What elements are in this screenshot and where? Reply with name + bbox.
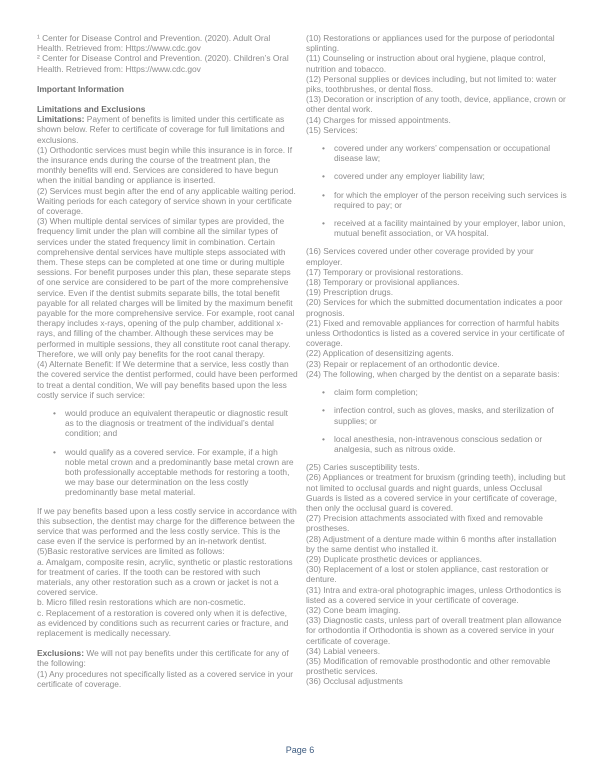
- paragraph: (12) Personal supplies or devices including, but not limited to: water piks, toothbrushes, or dental floss.: [306, 73, 557, 95]
- paragraph: (13) Decoration or inscription of any tooth, device, appliance, crown or other dental work.: [306, 94, 566, 115]
- paragraph: (18) Temporary or provisional appliances.: [306, 277, 460, 288]
- paragraph: (19) Prescription drugs.: [306, 287, 394, 298]
- paragraph: c. Replacement of a restoration is covered only when it is defective, as evidenced by conditions such as recurrent caries or fracture, and replacement is medically necessary.: [37, 607, 289, 638]
- paragraph: Exclusions: We will not pay benefits under this certificate for any of the following:: [37, 648, 289, 669]
- paragraph: (27) Precision attachments associated with fixed and removable prostheses.: [306, 513, 543, 534]
- paragraph: (2) Services must begin after the end of any applicable waiting period. Waiting periods for each category of service shown in your certificate of coverage.: [37, 185, 296, 217]
- paragraph: (25) Caries susceptibility tests.: [306, 462, 420, 473]
- paragraph: (34) Labial veneers.: [306, 645, 381, 656]
- paragraph: (16) Services covered under other coverage provided by your employer.: [306, 246, 534, 267]
- spacer: [37, 94, 298, 104]
- paragraph: (1) Orthodontic services must begin while this insurance is in force. If the insurance ends during the course of the treatment plan, the monthly benefits will end. Services are considered to have begun when the initial banding or appliance is inserted.: [37, 144, 293, 186]
- paragraph: (21) Fixed and removable appliances for correction of harmful habits unless Orthodontics is listed as a covered service in your certificate of coverage.: [306, 317, 565, 349]
- bullet-item: • claim form completion;: [322, 387, 567, 397]
- paragraph: ¹ Center for Disease Control and Prevention. (2020). Adult Oral Health. Retrieved from: Https://www.cdc.gov: [37, 33, 271, 54]
- paragraph: (20) Services for which the submitted documentation indicates a poor prognosis.: [306, 297, 563, 318]
- paragraph: ² Center for Disease Control and Prevention. (2020). Children’s Oral Health. Retrieved from: Https://www.cdc.gov: [37, 53, 289, 74]
- paragraph: (11) Counseling or instruction about oral hygiene, plaque control, nutrition and tobacco.: [306, 53, 546, 74]
- paragraph: (3) When multiple dental services of similar types are provided, the frequency limit under the plan will combine all the similar types of services under the stated frequency limit in combination. Certain comprehensive dental services have multiple steps associated with them. These steps can be completed at one time or during multiple sessions. For benefit purposes under this plan, these separate steps of one service are considered to be part of the more comprehensive service. Even if the dentist submits separate bills, the total benefit payable for all related charges will be limited by the maximum benefit payable for the more comprehensive service. For example, root canal therapy includes x-rays, opening of the pulp chamber, additional x-rays, and filling of the chamber. Although these services may be performed in multiple sessions, they all constitute root canal therapy. Therefore, we will only pay benefits for the root canal therapy.: [37, 216, 295, 359]
- paragraph: (31) Intra and extra-oral photographic images, unless Orthodontics is listed as a covered service in your certificate of coverage.: [306, 584, 562, 605]
- paragraph-bold-lead: Limitations:: [37, 114, 85, 125]
- paragraph: (1) Any procedures not specifically listed as a covered service in your certificate of coverage.: [37, 668, 294, 689]
- bullet-item: • would qualify as a covered service. For example, if a high noble metal crown and a predominantly base metal crown are both professionally acceptable methods for restoring a tooth, we may base our determination on the less costly predominantly base metal material.: [53, 447, 298, 498]
- paragraph: (10) Restorations or appliances used for the purpose of periodontal splinting.: [306, 33, 555, 54]
- paragraph: (22) Application of desensitizing agents.: [306, 348, 454, 359]
- bullet-list: [306, 143, 567, 238]
- section-heading: Important Information: [37, 83, 125, 94]
- bullet-item: • for which the employer of the person receiving such services is required to pay; or: [322, 190, 567, 210]
- paragraph: Limitations: Payment of benefits is limited under this certificate as shown below. Refer to certificate of coverage for full limitations and exclusions.: [37, 114, 285, 145]
- paragraph: (33) Diagnostic casts, unless part of overall treatment plan allowance for orthodontia if Orthodontia is shown as a covered service in your certificate of coverage.: [306, 615, 562, 646]
- paragraph: (14) Charges for missed appointments.: [306, 114, 451, 125]
- bullet-item: • infection control, such as gloves, masks, and sterilization of supplies; or: [322, 405, 567, 425]
- paragraph: (36) Occlusal adjustments: [306, 676, 403, 687]
- paragraph: (15) Services:: [306, 124, 358, 135]
- paragraph: a. Amalgam, composite resin, acrylic, synthetic or plastic restorations for treatment of caries. If the tooth can be restored with such materials, any other restoration such as a crown or jacket is not a covered service.: [37, 556, 293, 598]
- left-column: [37, 33, 298, 689]
- bullet-item: • covered under any workers’ compensation or occupational disease law;: [322, 143, 567, 163]
- paragraph: (5)Basic restorative services are limited as follows:: [37, 546, 225, 557]
- right-column: [306, 33, 567, 689]
- paragraph: (24) The following, when charged by the dentist on a separate basis:: [306, 368, 560, 379]
- paragraph: If we pay benefits based upon a less costly service in accordance with this subsection, the dentist may charge for the difference between the service that was performed and the less costly service. This is the case even if the service is performed by an in-network dentist.: [37, 505, 297, 547]
- document-page: [37, 33, 567, 689]
- bullet-list: [306, 387, 567, 454]
- bullet-item: • covered under any employer liability law;: [322, 171, 567, 181]
- paragraph: (17) Temporary or provisional restorations.: [306, 266, 464, 277]
- bullet-item: • would produce an equivalent therapeutic or diagnostic result as to the diagnosis or treatment of the individual’s dental condition; and: [53, 408, 298, 439]
- bullet-item: • received at a facility maintained by your employer, labor union, mutual benefit association, or VA hospital.: [322, 218, 567, 238]
- paragraph-bold-lead: Exclusions:: [37, 648, 85, 659]
- paragraph: (23) Repair or replacement of an orthodontic device.: [306, 358, 500, 369]
- paragraph: (35) Modification of removable prosthodontic and other removable prosthetic services.: [306, 655, 551, 677]
- paragraph: (26) Appliances or treatment for bruxism (grinding teeth), including but not limited to occlusal guards and night guards, unless Occlusal Guards is listed as a covered service in your certificate of coverage, then only the occlusal guard is covered.: [306, 472, 566, 513]
- spacer: [37, 638, 298, 648]
- page-number: Page 6: [285, 745, 315, 755]
- paragraph: (32) Cone beam imaging.: [306, 604, 401, 615]
- paragraph: (30) Replacement of a lost or stolen appliance, cast restoration or denture.: [306, 564, 549, 585]
- paragraph: b. Micro filled resin restorations which are non-cosmetic.: [37, 597, 246, 608]
- bullet-list: [37, 408, 298, 498]
- spacer: [37, 74, 298, 84]
- paragraph: (4) Alternate Benefit: If We determine that a service, less costly than the covered service the dentist performed, could have been performed to treat a dental condition, We will pay benefits based upon the less costly service if such service:: [37, 359, 298, 400]
- paragraph: (28) Adjustment of a denture made within 6 months after installation by the same dentist who installed it.: [306, 533, 557, 554]
- section-heading: Limitations and Exclusions: [37, 104, 146, 115]
- paragraph: (29) Duplicate prosthetic devices or appliances.: [306, 553, 482, 564]
- bullet-item: • local anesthesia, non-intravenous conscious sedation or analgesia, such as nitrous oxide.: [322, 434, 567, 454]
